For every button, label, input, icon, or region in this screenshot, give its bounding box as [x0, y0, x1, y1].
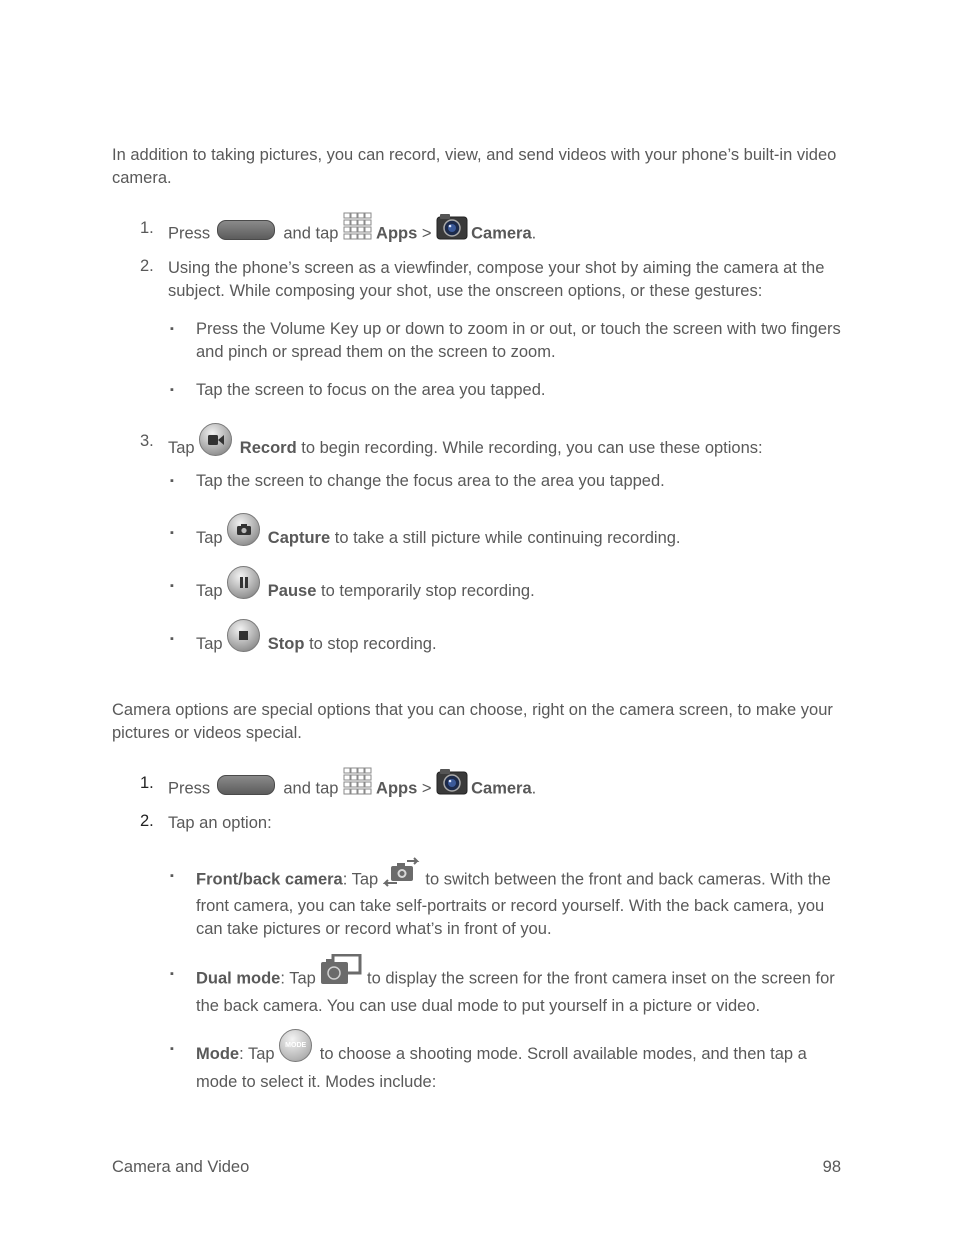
dual-mode-label: Dual mode [196, 969, 281, 988]
option-step-1 [168, 774, 848, 804]
stop-icon [227, 619, 260, 652]
gt-text: > [421, 779, 432, 798]
tap-text: Tap [196, 528, 223, 547]
tap-text: Tap [168, 438, 195, 457]
bullet-marker: ▪ [170, 384, 174, 396]
bullet-marker: ▪ [170, 475, 174, 487]
switch-camera-icon [383, 857, 421, 887]
front-back-label: Front/back camera [196, 870, 343, 889]
mode-icon-text: MODE [285, 1042, 307, 1049]
apps-label: Apps [376, 779, 418, 798]
camera-app-icon [436, 213, 468, 241]
step-number: 2. [140, 257, 154, 275]
period-text: . [531, 224, 537, 243]
bullet-focus: Tap the screen to focus on the area you tapped. [196, 381, 546, 399]
home-key-icon [217, 220, 275, 240]
bullet-zoom: Press the Volume Key up or down to zoom in or out, or touch the screen with two fingers and pinch or spread them on the screen to zoom. [196, 320, 841, 361]
tap-text: : Tap [280, 969, 316, 988]
apps-grid-icon [343, 767, 373, 797]
bullet-front-back-camera [196, 865, 846, 941]
tap-text: Tap [196, 634, 223, 653]
capture-rest: to take a still picture while continuing recording. [334, 528, 681, 547]
pause-icon [227, 566, 260, 599]
step-number: 3. [140, 432, 154, 450]
mode-label: Mode [196, 1044, 240, 1063]
dual-mode-icon [320, 954, 362, 986]
bullet-marker: ▪ [170, 968, 174, 980]
capture-label: Capture [267, 528, 331, 547]
pause-rest: to temporarily stop recording. [321, 581, 535, 600]
step-1-record [168, 219, 848, 249]
tap-text: : Tap [239, 1044, 275, 1063]
camera-label: Camera [471, 779, 532, 798]
apps-label: Apps [376, 224, 418, 243]
bullet-mode [196, 1038, 846, 1094]
pause-label: Pause [267, 581, 317, 600]
record-label: Record [239, 438, 297, 457]
bullet-capture [196, 522, 846, 555]
tap-text: Tap [196, 581, 223, 600]
record-rest: to begin recording. While recording, you can use these options: [301, 438, 763, 457]
camera-app-icon [436, 768, 468, 796]
footer-section-title: Camera and Video [112, 1158, 250, 1176]
bullet-marker: ▪ [170, 323, 174, 335]
press-text: Press [168, 224, 211, 243]
gt-text: > [421, 224, 432, 243]
record-video-icon [199, 423, 232, 456]
option-step-2: Tap an option: [168, 814, 272, 832]
stop-rest: to stop recording. [309, 634, 437, 653]
bullet-marker: ▪ [170, 527, 174, 539]
footer-page-number: 98 [822, 1158, 841, 1176]
and-tap-text: and tap [283, 224, 339, 243]
front-back-rest: to switch between the front and back cameras. With the front camera, you can take self-portraits or record yourself. With the back camera, you can take pictures or record what’s in front of you. [196, 870, 831, 938]
step-2-text: Using the phone’s screen as a viewfinder, compose your shot by aiming the camera at the subject. While composing your shot, use the onscreen options, or these gestures: [168, 259, 825, 300]
bullet-marker: ▪ [170, 870, 174, 882]
bullet-marker: ▪ [170, 1043, 174, 1055]
bullet-marker: ▪ [170, 633, 174, 645]
bullet-pause [196, 575, 846, 608]
stop-label: Stop [267, 634, 305, 653]
step-number: 1. [140, 774, 154, 792]
bullet-focus-area: Tap the screen to change the focus area to the area you tapped. [196, 472, 665, 490]
bullet-dual-mode [196, 963, 846, 1018]
press-text: Press [168, 779, 211, 798]
tap-text: : Tap [342, 870, 379, 889]
bullet-stop [196, 628, 846, 661]
capture-camera-icon [227, 513, 260, 546]
camera-label: Camera [471, 224, 532, 243]
step-number: 1. [140, 219, 154, 237]
step-number: 2. [140, 812, 154, 830]
step-3-record [168, 432, 848, 465]
period-text: . [531, 779, 537, 798]
home-key-icon [217, 775, 275, 795]
options-intro-paragraph: Camera options are special options that you can choose, right on the camera screen, to make your pictures or videos special. [112, 701, 833, 742]
apps-grid-icon [343, 212, 373, 242]
mode-rest: to choose a shooting mode. Scroll available modes, and then tap a mode to select it. Modes include: [196, 1044, 807, 1091]
bullet-marker: ▪ [170, 580, 174, 592]
and-tap-text: and tap [283, 779, 339, 798]
intro-paragraph: In addition to taking pictures, you can record, view, and send videos with your phone’s built-in video camera. [112, 146, 837, 187]
dual-mode-rest: to display the screen for the front camera inset on the screen for the back camera. You can use dual mode to put yourself in a picture or video. [196, 969, 835, 1015]
mode-icon [279, 1029, 312, 1062]
